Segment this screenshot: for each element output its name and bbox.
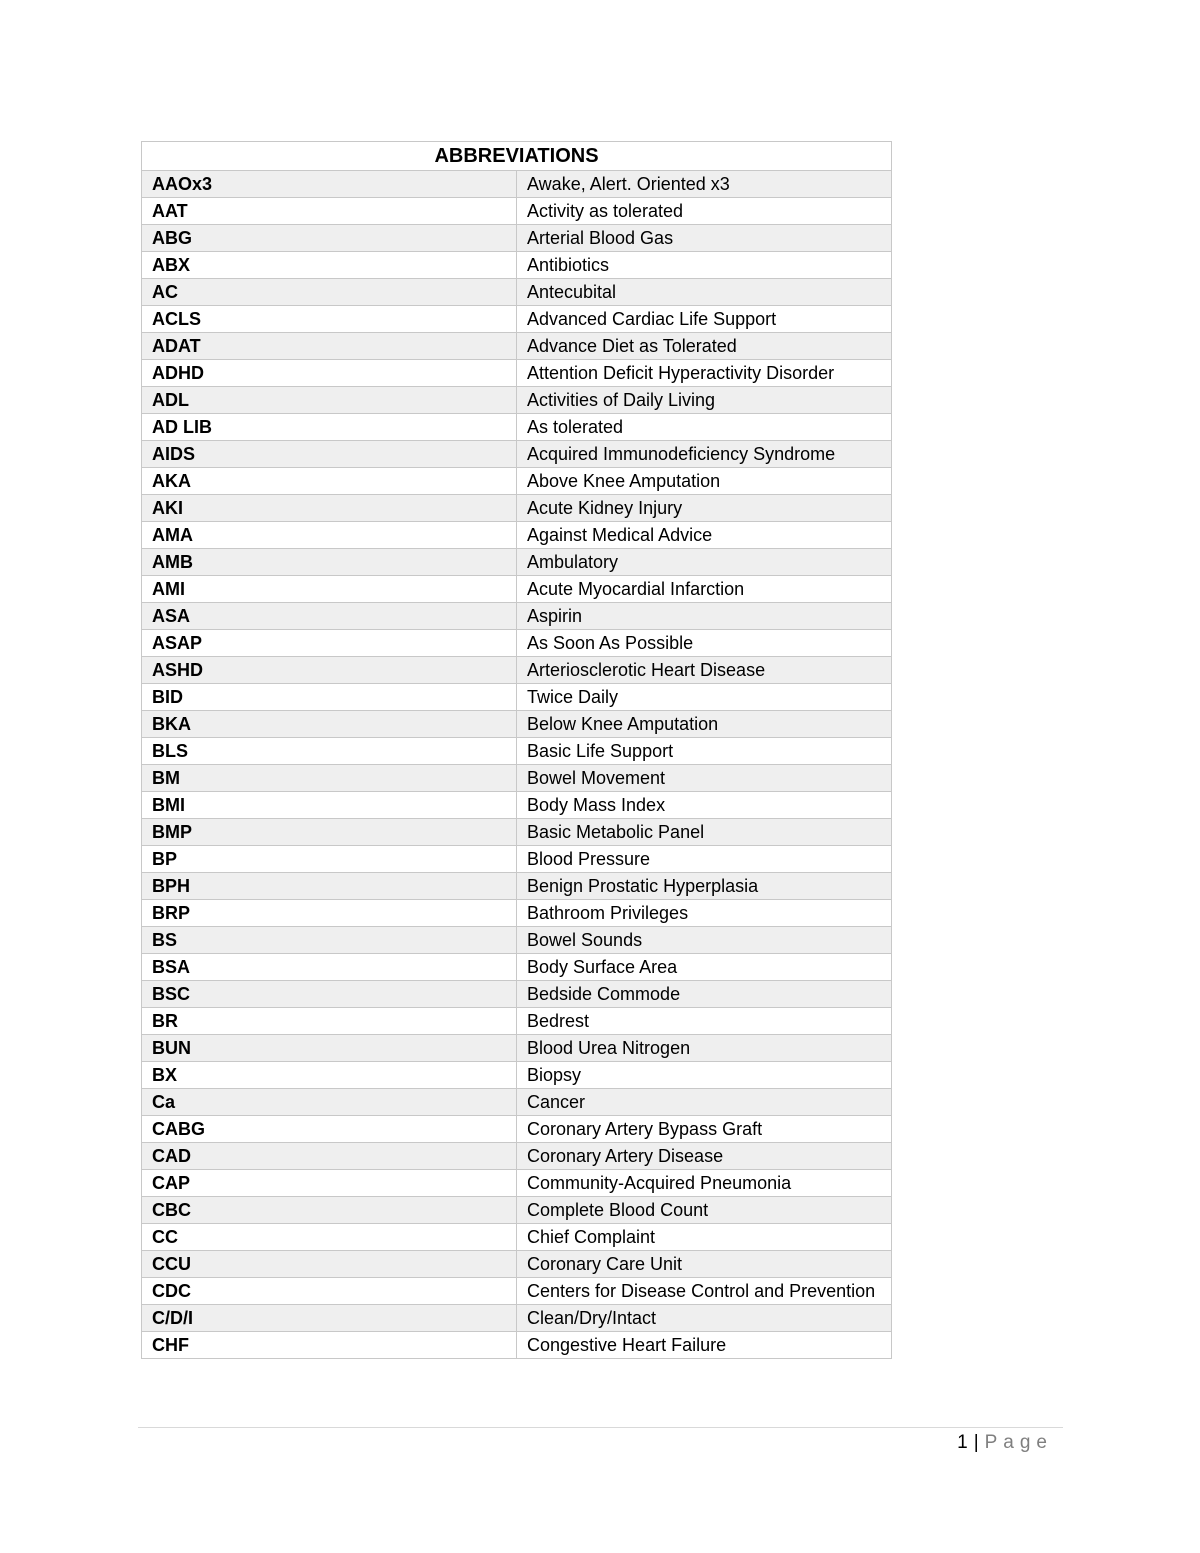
abbreviation-meaning: Congestive Heart Failure: [517, 1332, 892, 1359]
abbreviation-code: BKA: [142, 711, 517, 738]
abbreviation-code: AKA: [142, 468, 517, 495]
abbreviation-code: CC: [142, 1224, 517, 1251]
abbreviation-meaning: Coronary Care Unit: [517, 1251, 892, 1278]
abbreviations-table: [141, 141, 892, 1359]
abbreviation-code: C/D/I: [142, 1305, 517, 1332]
page-number: 1: [957, 1432, 968, 1453]
abbreviation-meaning: Arteriosclerotic Heart Disease: [517, 657, 892, 684]
abbreviation-code: BM: [142, 765, 517, 792]
abbreviation-code: ADAT: [142, 333, 517, 360]
abbreviation-code: ABX: [142, 252, 517, 279]
abbreviation-meaning: Centers for Disease Control and Prevention: [517, 1278, 892, 1305]
table-row: [142, 711, 892, 738]
abbreviation-meaning: Bedside Commode: [517, 981, 892, 1008]
abbreviation-code: ACLS: [142, 306, 517, 333]
abbreviation-code: BUN: [142, 1035, 517, 1062]
table-row: [142, 549, 892, 576]
table-row: [142, 1089, 892, 1116]
abbreviation-code: AKI: [142, 495, 517, 522]
table-row: [142, 468, 892, 495]
abbreviation-code: BRP: [142, 900, 517, 927]
abbreviation-code: AC: [142, 279, 517, 306]
abbreviation-code: BSC: [142, 981, 517, 1008]
abbreviation-code: BMI: [142, 792, 517, 819]
abbreviation-code: AMB: [142, 549, 517, 576]
table-row: [142, 1197, 892, 1224]
table-row: [142, 765, 892, 792]
abbreviation-meaning: Blood Urea Nitrogen: [517, 1035, 892, 1062]
table-row: [142, 441, 892, 468]
abbreviation-code: BLS: [142, 738, 517, 765]
table-row: [142, 279, 892, 306]
table-row: [142, 1062, 892, 1089]
abbreviation-meaning: Biopsy: [517, 1062, 892, 1089]
abbreviation-meaning: Awake, Alert. Oriented x3: [517, 171, 892, 198]
table-title-row: [142, 142, 892, 171]
table-row: [142, 225, 892, 252]
abbreviation-code: BP: [142, 846, 517, 873]
table-row: [142, 1224, 892, 1251]
abbreviation-meaning: Benign Prostatic Hyperplasia: [517, 873, 892, 900]
table-row: [142, 738, 892, 765]
abbreviation-code: CCU: [142, 1251, 517, 1278]
footer-separator: |: [973, 1432, 979, 1453]
abbreviation-meaning: Against Medical Advice: [517, 522, 892, 549]
abbreviation-code: AIDS: [142, 441, 517, 468]
table-row: [142, 657, 892, 684]
abbreviation-meaning: Acute Kidney Injury: [517, 495, 892, 522]
abbreviation-meaning: Bathroom Privileges: [517, 900, 892, 927]
abbreviation-meaning: Acute Myocardial Infarction: [517, 576, 892, 603]
abbreviation-code: BID: [142, 684, 517, 711]
table-row: [142, 387, 892, 414]
abbreviation-meaning: Advance Diet as Tolerated: [517, 333, 892, 360]
abbreviation-meaning: Below Knee Amputation: [517, 711, 892, 738]
abbreviation-meaning: Blood Pressure: [517, 846, 892, 873]
abbreviation-code: CAP: [142, 1170, 517, 1197]
table-row: [142, 846, 892, 873]
abbreviation-code: BR: [142, 1008, 517, 1035]
abbreviation-code: CHF: [142, 1332, 517, 1359]
abbreviation-meaning: Coronary Artery Bypass Graft: [517, 1116, 892, 1143]
abbreviation-meaning: Chief Complaint: [517, 1224, 892, 1251]
abbreviation-code: Ca: [142, 1089, 517, 1116]
abbreviation-code: BX: [142, 1062, 517, 1089]
abbreviation-meaning: Activity as tolerated: [517, 198, 892, 225]
abbreviation-code: CABG: [142, 1116, 517, 1143]
table-row: [142, 819, 892, 846]
page-footer: [957, 1431, 1053, 1455]
abbreviation-code: ADL: [142, 387, 517, 414]
table-row: [142, 873, 892, 900]
table-row: [142, 252, 892, 279]
abbreviation-meaning: Community-Acquired Pneumonia: [517, 1170, 892, 1197]
table-row: [142, 900, 892, 927]
abbreviation-code: CBC: [142, 1197, 517, 1224]
table-row: [142, 1035, 892, 1062]
abbreviation-meaning: Clean/Dry/Intact: [517, 1305, 892, 1332]
table-row: [142, 1278, 892, 1305]
abbreviation-code: AMI: [142, 576, 517, 603]
abbreviation-code: CDC: [142, 1278, 517, 1305]
abbreviation-meaning: Complete Blood Count: [517, 1197, 892, 1224]
table-row: [142, 630, 892, 657]
abbreviation-meaning: Antibiotics: [517, 252, 892, 279]
table-row: [142, 1143, 892, 1170]
abbreviation-meaning: Aspirin: [517, 603, 892, 630]
table-row: [142, 1116, 892, 1143]
abbreviation-code: ASHD: [142, 657, 517, 684]
abbreviation-code: AAOx3: [142, 171, 517, 198]
abbreviation-meaning: Ambulatory: [517, 549, 892, 576]
abbreviation-code: ASAP: [142, 630, 517, 657]
abbreviation-code: CAD: [142, 1143, 517, 1170]
table-row: [142, 576, 892, 603]
table-row: [142, 603, 892, 630]
table-row: [142, 414, 892, 441]
abbreviation-meaning: Acquired Immunodeficiency Syndrome: [517, 441, 892, 468]
abbreviation-meaning: Antecubital: [517, 279, 892, 306]
abbreviation-meaning: Above Knee Amputation: [517, 468, 892, 495]
abbreviations-table-body: [142, 171, 892, 1359]
abbreviation-code: BMP: [142, 819, 517, 846]
table-row: [142, 306, 892, 333]
table-row: [142, 1170, 892, 1197]
table-row: [142, 198, 892, 225]
table-row: [142, 1332, 892, 1359]
abbreviation-meaning: As tolerated: [517, 414, 892, 441]
abbreviation-meaning: Bedrest: [517, 1008, 892, 1035]
abbreviation-meaning: Attention Deficit Hyperactivity Disorder: [517, 360, 892, 387]
abbreviation-code: AMA: [142, 522, 517, 549]
abbreviation-code: ASA: [142, 603, 517, 630]
abbreviation-meaning: Advanced Cardiac Life Support: [517, 306, 892, 333]
abbreviation-meaning: Body Surface Area: [517, 954, 892, 981]
abbreviation-meaning: Basic Life Support: [517, 738, 892, 765]
abbreviation-meaning: Bowel Movement: [517, 765, 892, 792]
abbreviation-meaning: Coronary Artery Disease: [517, 1143, 892, 1170]
abbreviation-meaning: Twice Daily: [517, 684, 892, 711]
table-row: [142, 927, 892, 954]
table-row: [142, 954, 892, 981]
table-row: [142, 981, 892, 1008]
abbreviation-meaning: Activities of Daily Living: [517, 387, 892, 414]
abbreviation-code: ADHD: [142, 360, 517, 387]
abbreviation-meaning: Arterial Blood Gas: [517, 225, 892, 252]
abbreviation-meaning: As Soon As Possible: [517, 630, 892, 657]
table-row: [142, 333, 892, 360]
table-row: [142, 792, 892, 819]
abbreviation-code: AD LIB: [142, 414, 517, 441]
table-row: [142, 1008, 892, 1035]
table-title: ABBREVIATIONS: [142, 142, 892, 171]
abbreviation-code: BPH: [142, 873, 517, 900]
abbreviation-code: AAT: [142, 198, 517, 225]
abbreviation-meaning: Bowel Sounds: [517, 927, 892, 954]
table-row: [142, 1305, 892, 1332]
page-word: Page: [984, 1432, 1053, 1453]
abbreviation-meaning: Basic Metabolic Panel: [517, 819, 892, 846]
table-row: [142, 684, 892, 711]
table-row: [142, 171, 892, 198]
abbreviation-code: BS: [142, 927, 517, 954]
abbreviation-code: BSA: [142, 954, 517, 981]
table-row: [142, 360, 892, 387]
table-row: [142, 495, 892, 522]
table-row: [142, 522, 892, 549]
abbreviation-meaning: Cancer: [517, 1089, 892, 1116]
footer-divider: [138, 1427, 1063, 1428]
abbreviation-meaning: Body Mass Index: [517, 792, 892, 819]
abbreviation-code: ABG: [142, 225, 517, 252]
table-row: [142, 1251, 892, 1278]
